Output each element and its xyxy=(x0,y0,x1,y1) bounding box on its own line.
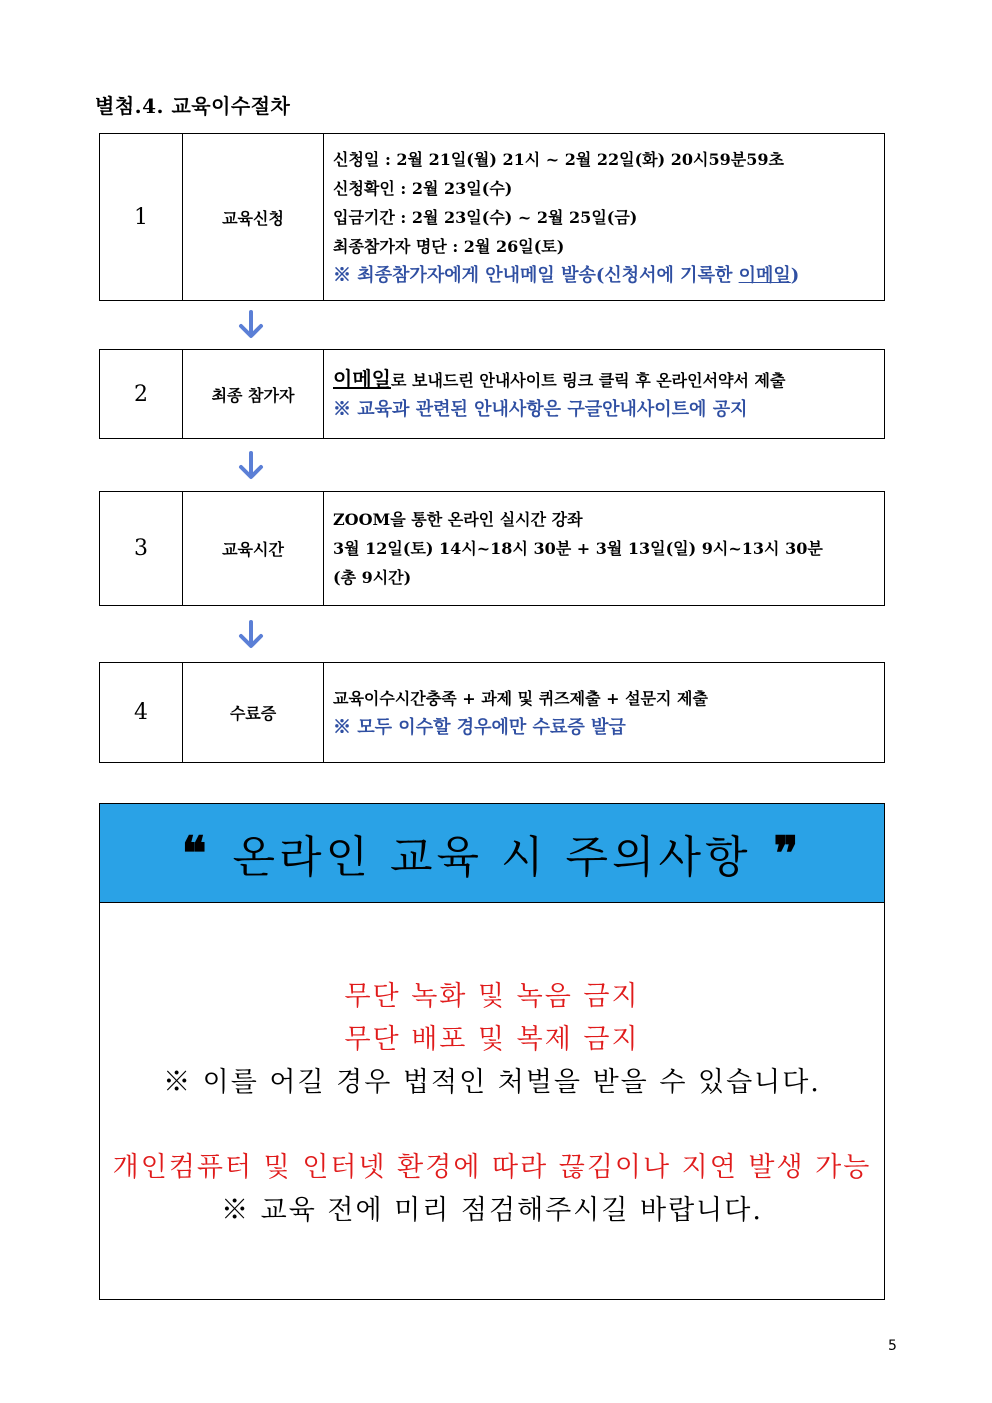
description-line: (총 9시간) xyxy=(333,568,412,587)
step-3-row xyxy=(99,491,885,606)
arrow-down-icon xyxy=(238,310,264,340)
step-note: ※ 교육과 관련된 안내사항은 구글안내사이트에 공지 xyxy=(333,398,748,420)
step-description xyxy=(324,663,884,762)
step-note xyxy=(333,261,884,290)
step-2-row xyxy=(99,349,885,439)
notice-line: ※ 교육 전에 미리 점검해주시길 바랍니다. xyxy=(221,1195,763,1226)
description-line: 입금기간 : 2월 23일(수) ~ 2월 25일(금) xyxy=(333,207,638,227)
step-name: 교육신청 xyxy=(183,134,324,300)
notice-line: 무단 녹화 및 녹음 금지 xyxy=(344,981,640,1012)
step-description xyxy=(324,492,884,605)
description-text: 로 보내드린 안내사이트 링크 클릭 후 온라인서약서 제출 xyxy=(390,370,786,390)
document-title: 별첨.4. 교육이수절차 xyxy=(95,94,291,118)
step-name: 최종 참가자 xyxy=(183,350,324,438)
step-note: ※ 모두 이수할 경우에만 수료증 발급 xyxy=(333,716,626,738)
notice-line: 무단 배포 및 복제 금지 xyxy=(344,1024,640,1055)
description-line: ZOOM을 통한 온라인 실시간 강좌 xyxy=(333,510,583,529)
description-line: 교육이수시간충족 + 과제 및 퀴즈제출 + 설문지 제출 xyxy=(333,688,708,708)
close-quote-icon: ❞ xyxy=(773,826,803,880)
step-number: 3 xyxy=(100,492,183,605)
step-description xyxy=(324,350,884,438)
description-line: 최종참가자 명단 : 2월 26일(토) xyxy=(333,236,565,256)
description-line: 신청일 : 2월 21일(월) 21시 ~ 2월 22일(화) 20시59분59초 xyxy=(333,149,784,169)
arrow-down-icon xyxy=(238,620,264,650)
email-link[interactable]: 이메일 xyxy=(333,366,391,391)
step-number: 2 xyxy=(100,350,183,438)
notice-heading: 온라인 교육 시 주의사항 xyxy=(232,832,752,883)
step-number: 1 xyxy=(100,134,183,300)
open-quote-icon: ❝ xyxy=(181,826,211,880)
notice-line: ※ 이를 어길 경우 법적인 처벌을 받을 수 있습니다. xyxy=(163,1067,821,1098)
step-1-row xyxy=(99,133,885,301)
arrow-down-icon xyxy=(238,451,264,481)
step-description xyxy=(324,134,884,300)
step-name: 교육시간 xyxy=(183,492,324,605)
description-line: 3월 12일(토) 14시~18시 30분 + 3월 13일(일) 9시~13시 30분 xyxy=(333,539,823,558)
step-name: 수료증 xyxy=(183,663,324,762)
email-link[interactable]: 이메일 xyxy=(738,264,791,286)
page-number: 5 xyxy=(888,1338,897,1354)
notice-line: 개인컴퓨터 및 인터넷 환경에 따라 끊김이나 지연 발생 가능 xyxy=(112,1152,872,1183)
notice-box xyxy=(99,803,885,1300)
notice-header xyxy=(100,804,884,903)
description-line xyxy=(333,365,884,395)
step-4-row xyxy=(99,662,885,763)
description-line: 신청확인 : 2월 23일(수) xyxy=(333,178,513,198)
step-number: 4 xyxy=(100,663,183,762)
note-text: ) xyxy=(790,264,800,286)
note-text: ※ 최종참가자에게 안내메일 발송(신청서에 기록한 xyxy=(333,264,739,286)
notice-body xyxy=(100,903,884,1232)
